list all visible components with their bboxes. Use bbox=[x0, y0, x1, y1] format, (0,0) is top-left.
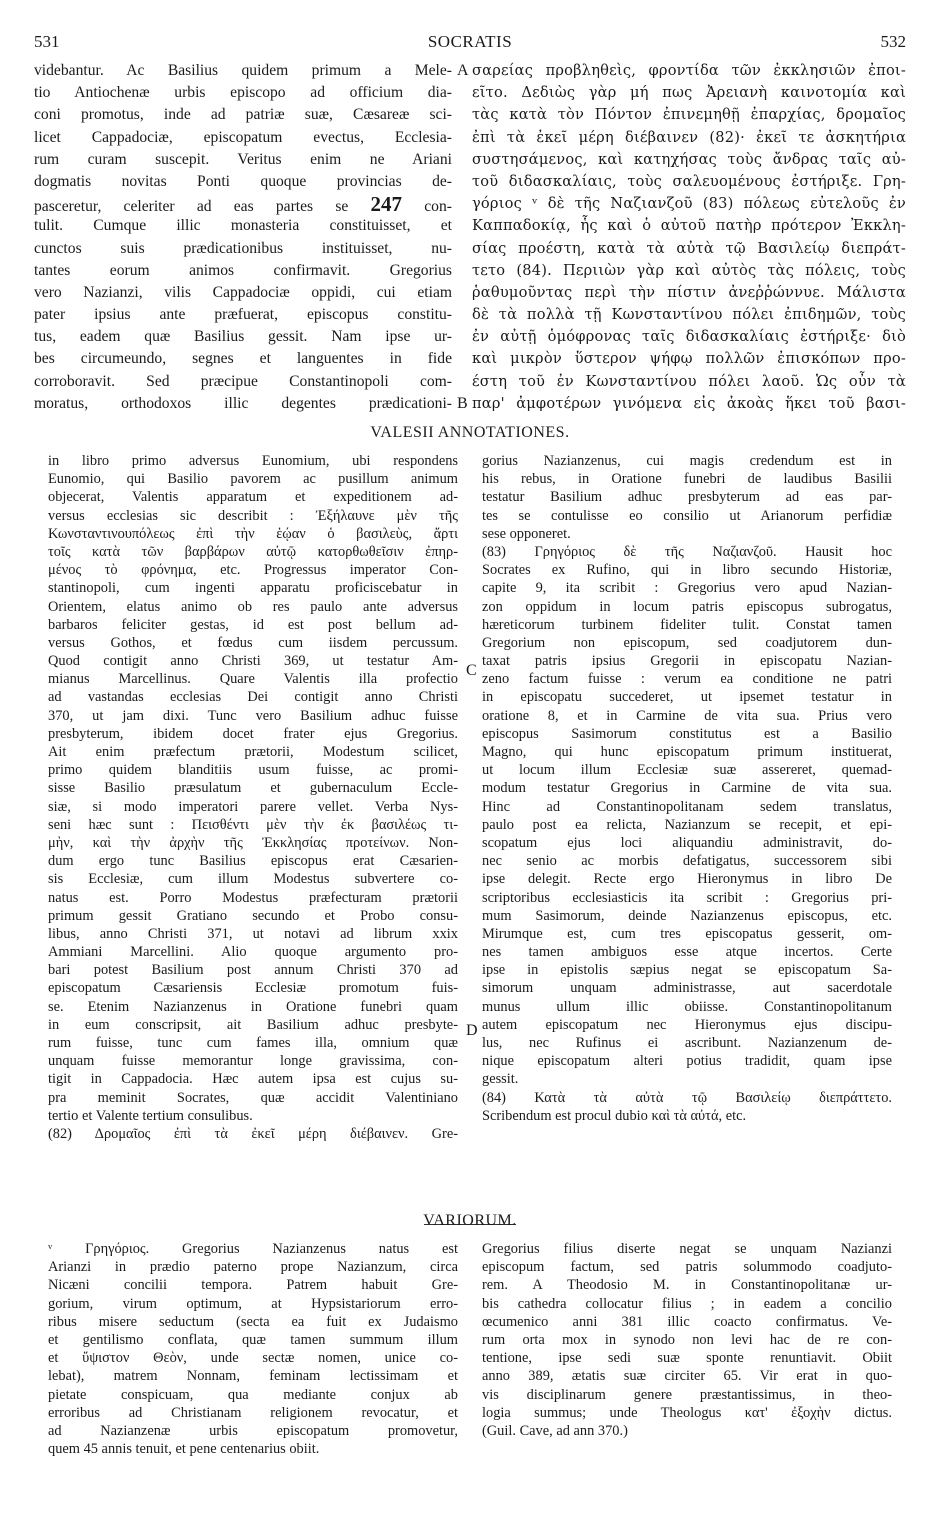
text-line: pater ipsius ante præfuerat, episcopus constitu- bbox=[34, 306, 452, 324]
annotation-line: se. Etenim Nazianzenus in Oratione funebri quam bbox=[48, 998, 458, 1015]
page-header bbox=[34, 32, 906, 60]
annotation-line: bari potest Basilium post annum Christi 370 ad bbox=[48, 962, 458, 979]
annotation-line: scriptoribus ecclesiasticis ita scribit : Gregorius pri- bbox=[482, 889, 892, 906]
annotation-line: zon oppidum in locum patris episcopus subrogatus, bbox=[482, 598, 892, 615]
greek-text-line: καὶ μικρὸν ὕστερον ψήφῳ πολλῶν ἐπισκόπων προ- bbox=[472, 350, 906, 368]
greek-text-line: τὰς κατὰ τὸν Πόντον ἐπινεμηθῇ ἐπαρχίας, δρομαῖος bbox=[472, 106, 906, 124]
annotation-line: ad vastandas ecclesias Dei contigit anno Christi bbox=[48, 689, 458, 706]
greek-text-line: Καππαδοκίᾳ, ἧς καὶ ὁ αὐτοῦ πατὴρ πρότερον Ἐκκλη- bbox=[472, 217, 906, 235]
annotation-line: pra meminit Socrates, quæ accidit Valentiniano bbox=[48, 1089, 458, 1106]
variorum-line: Arianzi in prædio paterno prope Nazianzum, circa bbox=[48, 1259, 458, 1276]
variorum-line: quem 45 annis tenuit, et pene centenarius obiit. bbox=[48, 1441, 320, 1458]
greek-text-line: ἐν αὐτῇ ὁμόφρονας ταῖς διδασκαλίαις ἐστήριξε· διὸ bbox=[472, 328, 906, 346]
text-line bbox=[34, 193, 452, 215]
annotation-line: ipse delegit. Recte ergo Hieronymus in libro De bbox=[482, 871, 892, 888]
annotation-line: zeno factum fuisse : verum ea conditione ne patri bbox=[482, 671, 892, 688]
annotation-line: in libro primo adversus Eunomium, ubi respondens bbox=[48, 453, 458, 469]
annotation-line: (82) Δρομαῖος ἐπὶ τὰ ἐκεῖ μέρη διέβαινεν. Gre- bbox=[48, 1125, 458, 1142]
greek-text-line: τοῦ διδασκαλίαις, τοὺς σαλευομένους ἐστήριξε. Γρη- bbox=[472, 172, 906, 190]
greek-text-line: συστησάμενος, καὶ κατηχήσας τοὺς ἄνδρας ταῖς αὐ- bbox=[472, 150, 906, 168]
annotation-line: gessit. bbox=[482, 1071, 519, 1088]
variorum-line: gorium, virum optimum, at Hypsistariorum erro- bbox=[48, 1295, 458, 1312]
annotation-line: Hinc ad Constantinopolitanam sedem translatus, bbox=[482, 798, 892, 815]
variorum-line: logia summus; unde Theologus κατ' ἐξοχὴν dictus. bbox=[482, 1404, 892, 1421]
text-line: cunctos suis prædicationibus instituisset, nu- bbox=[34, 239, 452, 257]
variorum-line: lebat), matrem Nonnam, feminam lectissimam et bbox=[48, 1368, 458, 1385]
text-line: moratus, orthodoxos illic degentes prædicationi- bbox=[34, 394, 452, 412]
book-page bbox=[34, 32, 906, 1458]
annotation-line: in eum conscripsit, ait Basilium adhuc presbyte- bbox=[48, 1016, 458, 1033]
annotation-line: (83) Γρηγόριος δὲ τῆς Ναζιανζοῦ. Hausit hoc bbox=[482, 543, 892, 560]
variorum-line: et ὕψιστον Θεὸν, unde sectæ nomen, unice co- bbox=[48, 1350, 458, 1367]
variorum-line: vis disciplinarum genere præstantissimus, in theo- bbox=[482, 1386, 892, 1403]
annotation-line: versus Gothos, et fœdus cum iisdem percussum. bbox=[48, 634, 458, 651]
annotation-line: episcopus Sasimorum constitutus est a Basilio bbox=[482, 725, 892, 742]
greek-text-line: παρ' ἀμφοτέρων γινόμενα εἰς ἀκοὰς ἥκει τοῦ βασι- bbox=[472, 394, 906, 412]
annotation-line: Ait enim præfectum prætorii, Modestum scilicet, bbox=[48, 744, 458, 760]
variorum-line: ad Nazianzenæ urbis episcopatum promovetur, bbox=[48, 1422, 458, 1439]
annotation-line: primo quidem blanditiis usum fuisse, ac promi- bbox=[48, 762, 458, 779]
annotation-line: Socrates ex Rufino, qui in libro secundo Historiæ, bbox=[482, 562, 892, 579]
margin-letter-c: C bbox=[466, 662, 477, 679]
annotations-right-column bbox=[482, 452, 892, 1125]
annotation-line: ut locum illum Ecclesiæ suæ assereret, quemad- bbox=[482, 762, 892, 779]
annotation-line: munus ullum illic obiisse. Constantinopolitanum bbox=[482, 998, 892, 1015]
annotation-line: μένος τὸ φρόνημα, etc. Progressus imperator Con- bbox=[48, 562, 458, 579]
annotation-line: dum ergo tunc Basilius episcopus erat Cæsarien- bbox=[48, 853, 458, 870]
annotations-title: VALESII ANNOTATIONES. bbox=[370, 424, 570, 441]
annotation-line: Scribendum est procul dubio καὶ τὰ αὐτά, etc. bbox=[482, 1107, 747, 1124]
text-line: corroboravit. Sed præcipue Constantinopoli com- bbox=[34, 372, 452, 390]
margin-letter-b: B bbox=[457, 395, 468, 412]
variorum-line: rum orta mox in synodo non levi hac de re con- bbox=[482, 1331, 892, 1348]
annotation-line: lus, nec Rufinus ei ascribunt. Nazianzenum de- bbox=[482, 1035, 892, 1051]
text-line: tulit. Cumque illic monasteria constituisset, et bbox=[34, 217, 452, 235]
annotations-section bbox=[34, 420, 906, 1206]
text-line: tantes eorum animos confirmavit. Gregorius bbox=[34, 261, 452, 279]
variorum-line: et gentilismo conflata, quæ tamen summum illum bbox=[48, 1331, 458, 1348]
margin-letter-a: A bbox=[457, 62, 469, 79]
annotation-line: libus, anno Christi 371, ut notavi ad librum xxix bbox=[48, 925, 458, 942]
annotation-line: Mirumque est, cum tres episcopatus gesserit, om- bbox=[482, 925, 892, 942]
annotation-line: rum fuisse, tunc cum fames illa, omnium quæ bbox=[48, 1035, 458, 1051]
annotation-line: nec senio ac morbis defatigatus, successorem sibi bbox=[482, 853, 892, 870]
annotation-line: (84) Κατὰ τὰ αὐτὰ τῷ Βασιλείῳ διεπράττετο. bbox=[482, 1089, 892, 1106]
annotation-line: tes se contulisse eo consilio ut Arianorum perfidiæ bbox=[482, 507, 892, 524]
annotation-line: natus est. Porro Modestus præfecturam prætorii bbox=[48, 889, 458, 906]
annotation-line: scopatum ejus loci aliquandiu administravit, do- bbox=[482, 834, 892, 851]
greek-text-line: σίας προέστη, κατὰ τὰ αὐτὰ τῷ Βασιλείῳ διεπράτ- bbox=[472, 239, 906, 257]
main-text bbox=[34, 60, 906, 420]
text-line: tus, eadem quæ Basilius gessit. Nam ipse ur- bbox=[34, 328, 452, 346]
greek-text-line: ῥαθυμοῦντας περὶ τὴν πίστιν ἀνεῤῥώννυε. Μάλιστα bbox=[472, 283, 906, 301]
annotation-line: capite 9, ita scribit : Gregorius vero apud Nazian- bbox=[482, 580, 892, 597]
variorum-line: bis cathedra collocatur filius ; in eadem a concilio bbox=[482, 1295, 892, 1312]
annotation-line: simorum unquam administrasse, aut sacerdotale bbox=[482, 980, 892, 997]
annotation-line: siæ, si modo imperatori parere vellet. Verba Nys- bbox=[48, 798, 458, 815]
annotation-line: nes tamen ambiguos esse atque incertos. Certe bbox=[482, 944, 892, 961]
annotation-line: hæreticorum turbinem fideliter tulit. Constat tamen bbox=[482, 616, 892, 633]
annotation-line: objecerat, Valentis apparatum et expeditionem ad- bbox=[48, 489, 458, 506]
annotation-line: stantinopoli, cum ingenti apparatu proficiscebatur in bbox=[48, 580, 458, 597]
greek-text-line: σαρείας προβληθεὶς, φροντίδα τῶν ἐκκλησιῶν ἐποι- bbox=[472, 62, 906, 79]
annotation-line: Magno, qui hunc episcopatum primum instituerat, bbox=[482, 744, 892, 760]
annotation-line: nique episcopatum alteri potius tradidit, quam ipse bbox=[482, 1053, 892, 1070]
greek-text-line: γόριος ᵛ δὲ τῆς Ναζιανζοῦ (83) πόλεως εὐτελοῦς ἐν bbox=[472, 195, 906, 213]
latin-column bbox=[34, 60, 452, 415]
text-line-segment: con- bbox=[424, 198, 452, 216]
greek-text-line: δὲ τὰ πολλὰ τῇ Κωνσταντίνου πόλει ἐπιδημῶν, τοὺς bbox=[472, 306, 906, 324]
annotation-line: unquam fuisse memorantur longe gravissima, con- bbox=[48, 1053, 458, 1070]
variorum-line: (Guil. Cave, ad ann 370.) bbox=[482, 1422, 628, 1439]
annotation-line: mum Sasimorum, deinde Nazianzenus episcopus, etc. bbox=[482, 907, 892, 924]
annotation-line: sese opponeret. bbox=[482, 525, 571, 542]
greek-text-line: τετο (84). Περιιὼν γὰρ καὶ αὐτὸς τὰς πόλεις, τοὺς bbox=[472, 261, 906, 279]
variorum-title: VARIORUM. bbox=[423, 1212, 517, 1229]
annotation-line: 370, ut jam dixi. Tunc vero Basilium adhuc fuisse bbox=[48, 707, 458, 724]
annotation-line: taxat patris ipsius Gregorii in episcopatu Nazian- bbox=[482, 653, 892, 670]
annotation-line: modum testatur Gregorius in Carmine de vita sua. bbox=[482, 780, 892, 797]
variorum-line: ᵛ Γρηγόριος. Gregorius Nazianzenus natus est bbox=[48, 1241, 458, 1257]
annotation-line: autem episcopatum nec Hieronymus ejus discipu- bbox=[482, 1016, 892, 1033]
variorum-line: Nicæni concilii tempora. Patrem habuit Gre- bbox=[48, 1277, 458, 1294]
annotation-line: seni hæc sunt : Πεισθέντι μὲν τὴν ἐκ βασιλέως τι- bbox=[48, 816, 458, 833]
annotation-line: tertio et Valente tertium consulibus. bbox=[48, 1107, 253, 1124]
variorum-line: anno 389, ætatis suæ circiter 65. Vir erat in quo- bbox=[482, 1368, 892, 1385]
page-number-left: 531 bbox=[34, 32, 60, 51]
text-line: vero Nazianzi, vilis Cappadociæ oppidi, cui etiam bbox=[34, 283, 452, 301]
variorum-line: Gregorius filius diserte negat se unquam Nazianzi bbox=[482, 1241, 892, 1257]
greek-text-line: εῖτο. Δεδιὼς γὰρ μή πως Ἀρειανὴ καινοτομία καὶ bbox=[472, 84, 906, 102]
annotation-line: testatur Basilium adhuc presbyterum ad eas par- bbox=[482, 489, 892, 506]
annotation-line: sisse Basilio præsulatum et gubernaculum Eccle- bbox=[48, 780, 458, 797]
annotation-line: versus ecclesias sic describit : Ἐξήλαυνε μὲν τῆς bbox=[48, 507, 458, 524]
variorum-line: œcumenico anni 381 illic coacto confirmatus. Ve- bbox=[482, 1313, 892, 1330]
variorum-line: tentione, ipse sedi suæ sponte renuntiavit. Obiit bbox=[482, 1350, 892, 1367]
annotation-line: in episcopatu succederet, ut ipsemet testatur in bbox=[482, 689, 892, 706]
text-line: rum curam suscepit. Veritus enim ne Ariani bbox=[34, 150, 452, 168]
annotation-line: oratione 8, et in Carmine de vita sua. Prius vero bbox=[482, 707, 892, 724]
greek-text-line: έστη τοῦ ἐν Κωνσταντίνου πόλει λαοῦ. Ὡς οὖν τὰ bbox=[472, 372, 906, 390]
annotation-line: mianus Marcellinus. Quare Valentis illa profectio bbox=[48, 671, 458, 688]
text-line: tio Antiochenæ urbis episcopo ad officium dia- bbox=[34, 84, 452, 102]
annotation-line: tigit in Cappadocia. Hæc autem ipsa est cujus su- bbox=[48, 1071, 458, 1088]
variorum-right-column bbox=[482, 1240, 892, 1440]
variorum-line: pietate conspicuam, qua mediante conjux ab bbox=[48, 1386, 458, 1403]
text-line: bes circumeundo, segnes et languentes in fide bbox=[34, 350, 452, 368]
annotation-line: barbaros feliciter gestas, id est post bellum ad- bbox=[48, 616, 458, 633]
annotation-line: Ammiani Marcellini. Alio quoque argumento pro- bbox=[48, 944, 458, 961]
variorum-line: erroribus ad Christianam religionem revocatur, et bbox=[48, 1404, 458, 1421]
annotation-line: Gregorium non episcopum, sed coadjutorem dun- bbox=[482, 634, 892, 651]
annotation-line: Orientem, elatus animo ob res paulo ante adversus bbox=[48, 598, 458, 615]
annotation-line: ipse in epistolis sæpius negat se episcopatum Sa- bbox=[482, 962, 892, 979]
annotation-line: primum gessit Gratiano secundo et Probo consu- bbox=[48, 907, 458, 924]
variorum-section bbox=[34, 1206, 906, 1458]
annotation-line: Κωνσταντινουπόλεως ἐπὶ τὴν ἑῴαν ὁ βασιλεὺς, ἄρτι bbox=[48, 525, 458, 542]
text-line-segment: pasceretur, celeriter ad eas partes se bbox=[34, 198, 349, 216]
annotation-line: gorius Nazianzenus, cui magis credendum est in bbox=[482, 453, 892, 469]
page-number-right: 532 bbox=[880, 32, 906, 51]
greek-column bbox=[472, 60, 906, 415]
variorum-line: ribus misere seductum (secta ea fuit ex Judaismo bbox=[48, 1313, 458, 1330]
greek-text-line: ἐπὶ τὰ ἐκεῖ μέρη διέβαινεν (82)· ἐκεῖ τε ἀσκητήρια bbox=[472, 128, 906, 146]
annotation-line: presbyterum, ibidem docet frater ejus Gregorius. bbox=[48, 725, 458, 742]
text-line: licet Cappadociæ, episcopatum evectus, Ecclesia- bbox=[34, 128, 452, 146]
marginal-page-number: 247 bbox=[370, 193, 403, 216]
annotation-line: Eunomio, qui Basilio pavorem ac pusillum animum bbox=[48, 471, 458, 488]
variorum-left-column bbox=[48, 1240, 458, 1458]
annotations-left-column bbox=[48, 452, 458, 1143]
annotation-line: his rebus, in Oratione funebri de laudibus Basilii bbox=[482, 471, 892, 488]
variorum-line: episcopum factum, sed patris solummodo coadjuto- bbox=[482, 1259, 892, 1276]
text-line: coni promotus, inde ad patriæ suæ, Cæsareæ sci- bbox=[34, 106, 452, 124]
running-title: SOCRATIS bbox=[427, 32, 513, 51]
annotation-line: τοῖς κατὰ τῶν βαρβάρων αὐτῷ κατορθωθεῖσιν ἐπηρ- bbox=[48, 543, 458, 560]
variorum-line: rem. A Theodosio M. in Constantinopolitanæ ur- bbox=[482, 1277, 892, 1294]
annotation-line: sis Ecclesiæ, cum illum Modestus subvertere co- bbox=[48, 871, 458, 888]
annotation-line: Quod contigit anno Christi 369, ut testatur Am- bbox=[48, 653, 458, 670]
text-line: videbantur. Ac Basilius quidem primum a Mele- bbox=[34, 62, 452, 79]
text-line: dogmatis novitas Ponti quoque provincias de- bbox=[34, 172, 452, 190]
annotation-line: μὴν, καὶ τὴν ἀρχὴν τῆς Ἐκκλησίας προτείνων. Non- bbox=[48, 834, 458, 851]
annotation-line: paulo post ea relicta, Nazianzum se recepit, et epi- bbox=[482, 816, 892, 833]
margin-letter-d: D bbox=[466, 1022, 478, 1039]
annotation-line: episcopatum Cæsariensis Ecclesiæ promotum fuis- bbox=[48, 980, 458, 997]
